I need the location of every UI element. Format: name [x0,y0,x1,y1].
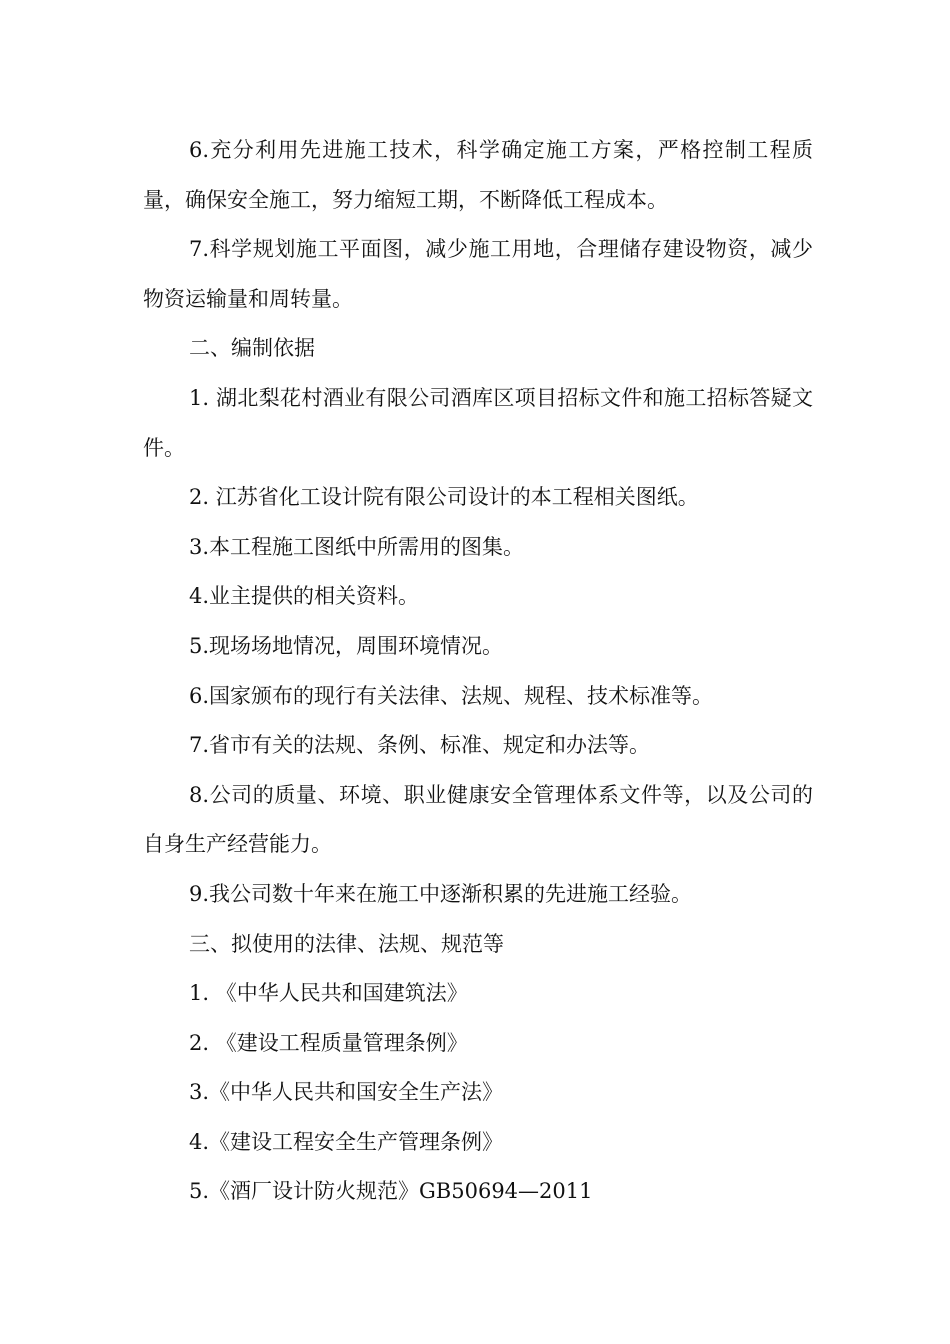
basis-item-5: 5.现场场地情况，周围环境情况。 [189,633,504,658]
law-item-3: 3.《中华人民共和国安全生产法》 [189,1080,504,1105]
paragraph-principle-6: 6.充分利用先进施工技术，科学确定施工方案，严格控制工程质量，确保安全施工，努力缩短工期，不断降低工程成本。 [143,138,813,212]
basis-item-8: 8.公司的质量、环境、职业健康安全管理体系文件等，以及公司的自身生产经营能力。 [143,782,813,857]
law-item-1: 1. 《中华人民共和国建筑法》 [189,981,468,1006]
basis-item-1: 1. 湖北梨花村酒业有限公司酒库区项目招标文件和施工招标答疑文件。 [143,385,813,460]
basis-item-2: 2. 江苏省化工设计院有限公司设计的本工程相关图纸。 [189,485,699,510]
document-body [143,126,813,1217]
basis-item-9: 9.我公司数十年来在施工中逐渐积累的先进施工经验。 [189,881,693,906]
basis-item-4: 4.业主提供的相关资料。 [189,584,420,609]
law-item-4: 4.《建设工程安全生产管理条例》 [189,1129,504,1154]
paragraph-principle-7: 7.科学规划施工平面图，减少施工用地，合理储存建设物资，减少物资运输量和周转量。 [143,237,813,311]
section-heading-basis: 二、编制依据 [189,336,315,361]
basis-item-7: 7.省市有关的法规、条例、标准、规定和办法等。 [189,733,651,758]
law-item-5: 5.《酒厂设计防火规范》GB50694—2011 [189,1179,593,1204]
basis-item-6: 6.国家颁布的现行有关法律、法规、规程、技术标准等。 [189,683,714,708]
law-item-2: 2. 《建设工程质量管理条例》 [189,1030,468,1055]
section-heading-laws: 三、拟使用的法律、法规、规范等 [189,931,504,956]
basis-item-3: 3.本工程施工图纸中所需用的图集。 [189,534,525,559]
